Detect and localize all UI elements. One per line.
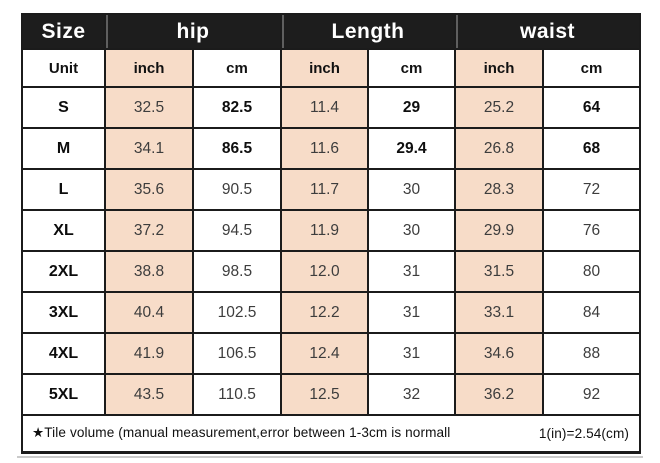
value-inch-cell: 11.9	[281, 210, 368, 251]
value-cm-cell: 94.5	[193, 210, 281, 251]
value-inch-cell: 12.2	[281, 292, 368, 333]
unit-label: Unit	[22, 49, 105, 87]
value-cm-cell: 80	[543, 251, 640, 292]
value-cm-cell: 82.5	[193, 87, 281, 128]
value-cm-cell: 76	[543, 210, 640, 251]
value-inch-cell: 26.8	[455, 128, 543, 169]
unit-row	[22, 49, 640, 87]
footer-cell	[22, 415, 640, 452]
size-label: 2XL	[22, 251, 105, 292]
value-inch-cell: 12.4	[281, 333, 368, 374]
value-cm-cell: 68	[543, 128, 640, 169]
value-inch-cell: 41.9	[105, 333, 193, 374]
table-bottom-shadow-line	[17, 456, 643, 458]
size-row-3xl	[22, 292, 640, 333]
value-inch-cell: 31.5	[455, 251, 543, 292]
header-waist: waist	[455, 14, 640, 49]
value-cm-cell: 64	[543, 87, 640, 128]
value-cm-cell: 29	[368, 87, 455, 128]
value-cm-cell: 31	[368, 292, 455, 333]
unit-hip-inch: inch	[105, 49, 193, 87]
value-cm-cell: 84	[543, 292, 640, 333]
value-inch-cell: 43.5	[105, 374, 193, 415]
value-inch-cell: 37.2	[105, 210, 193, 251]
header-size: Size	[22, 14, 105, 49]
footer-measurement-note: ★Tile volume (manual measurement,error between 1-3cm is normall	[32, 425, 451, 441]
value-cm-cell: 86.5	[193, 128, 281, 169]
value-inch-cell: 32.5	[105, 87, 193, 128]
value-cm-cell: 32	[368, 374, 455, 415]
value-inch-cell: 12.0	[281, 251, 368, 292]
value-cm-cell: 72	[543, 169, 640, 210]
value-cm-cell: 29.4	[368, 128, 455, 169]
unit-hip-cm: cm	[193, 49, 281, 87]
header-hip: hip	[105, 14, 281, 49]
value-cm-cell: 31	[368, 251, 455, 292]
value-cm-cell: 102.5	[193, 292, 281, 333]
value-inch-cell: 12.5	[281, 374, 368, 415]
footer-row	[22, 415, 640, 452]
size-row-l	[22, 169, 640, 210]
footer-content	[23, 425, 639, 441]
value-cm-cell: 31	[368, 333, 455, 374]
unit-length-inch: inch	[281, 49, 368, 87]
size-row-m	[22, 128, 640, 169]
value-inch-cell: 11.7	[281, 169, 368, 210]
size-label: 3XL	[22, 292, 105, 333]
value-inch-cell: 35.6	[105, 169, 193, 210]
value-cm-cell: 92	[543, 374, 640, 415]
size-row-4xl	[22, 333, 640, 374]
size-row-2xl	[22, 251, 640, 292]
size-row-xl	[22, 210, 640, 251]
value-inch-cell: 29.9	[455, 210, 543, 251]
size-chart-table	[21, 13, 641, 454]
size-label: L	[22, 169, 105, 210]
unit-waist-inch: inch	[455, 49, 543, 87]
footer-conversion-note: 1(in)=2.54(cm)	[538, 425, 630, 441]
value-inch-cell: 36.2	[455, 374, 543, 415]
size-row-s	[22, 87, 640, 128]
value-inch-cell: 11.4	[281, 87, 368, 128]
value-inch-cell: 28.3	[455, 169, 543, 210]
value-inch-cell: 33.1	[455, 292, 543, 333]
value-cm-cell: 106.5	[193, 333, 281, 374]
header-length: Length	[281, 14, 455, 49]
size-label: S	[22, 87, 105, 128]
value-cm-cell: 30	[368, 210, 455, 251]
value-cm-cell: 110.5	[193, 374, 281, 415]
value-inch-cell: 40.4	[105, 292, 193, 333]
size-label: 5XL	[22, 374, 105, 415]
unit-waist-cm: cm	[543, 49, 640, 87]
size-label: M	[22, 128, 105, 169]
table-body	[22, 87, 640, 415]
value-inch-cell: 11.6	[281, 128, 368, 169]
value-inch-cell: 34.1	[105, 128, 193, 169]
unit-length-cm: cm	[368, 49, 455, 87]
value-inch-cell: 25.2	[455, 87, 543, 128]
value-cm-cell: 30	[368, 169, 455, 210]
size-label: 4XL	[22, 333, 105, 374]
value-inch-cell: 38.8	[105, 251, 193, 292]
table-header-row	[22, 14, 640, 49]
value-cm-cell: 90.5	[193, 169, 281, 210]
value-cm-cell: 98.5	[193, 251, 281, 292]
size-label: XL	[22, 210, 105, 251]
size-row-5xl	[22, 374, 640, 415]
value-cm-cell: 88	[543, 333, 640, 374]
value-inch-cell: 34.6	[455, 333, 543, 374]
